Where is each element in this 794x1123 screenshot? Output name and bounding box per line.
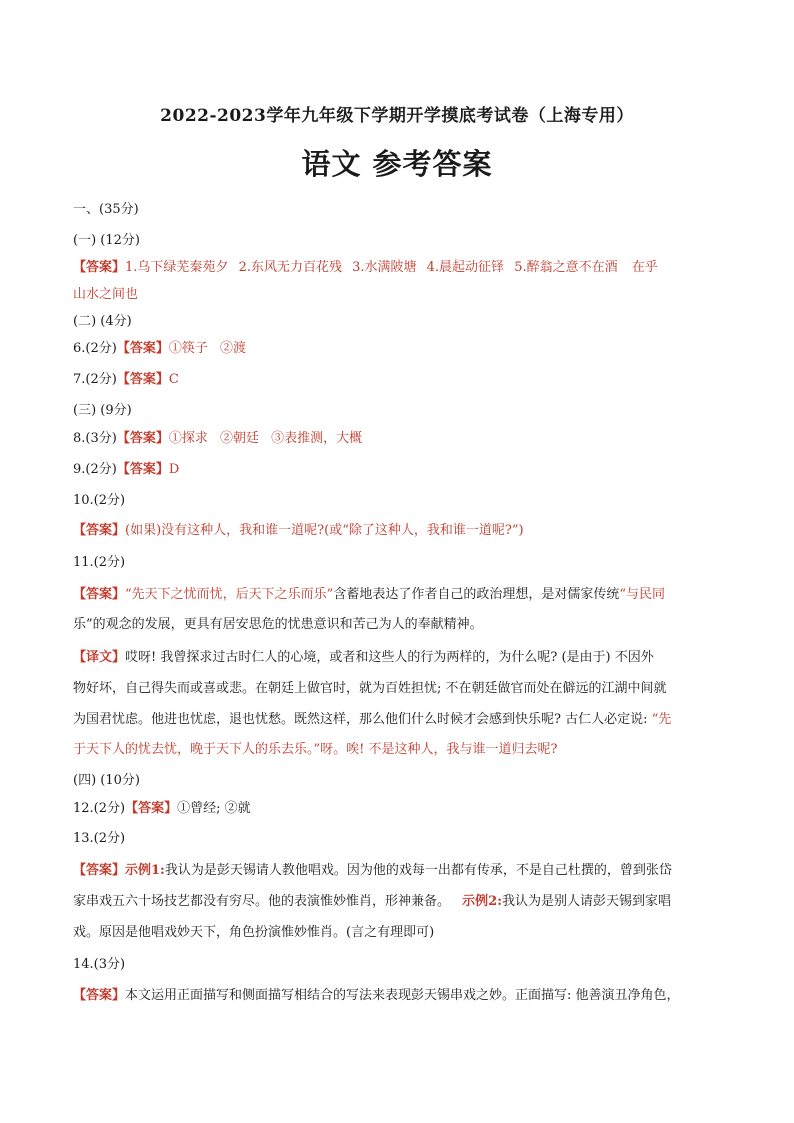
question-number: 10.(2分) [73, 493, 126, 508]
answer-line: 戏。原因是他唱戏妙天下，角色扮演惟妙惟肖。(言之有理即可) [73, 925, 435, 940]
answer-item: 3.水满陂塘 [352, 260, 417, 275]
answer-line: 乐”的观念的发展，更具有居安思危的忧患意识和苦己为人的奉献精神。 [73, 617, 483, 632]
answer-line: 山水之间也 [73, 287, 139, 302]
answer-text: ①筷子 [168, 341, 208, 356]
answer-text: C [168, 372, 179, 387]
question-number: 7.(2分) [73, 372, 117, 387]
answer-text: ①曾经; ②就 [177, 801, 251, 816]
answer-tag: 【答案】 [73, 587, 126, 602]
answer-text: 含蓄地表达了作者自己的政治理想，是对儒家传统 [333, 587, 620, 602]
answer-item: 在乎 [631, 260, 658, 275]
answer-tag: 【答案】 [116, 341, 169, 356]
answer-tag: 【答案】 [73, 523, 126, 538]
answer-item: 4.晨起动征铎 [426, 260, 505, 275]
translation-text: 为国君忧虑。他进也忧虑，退也忧愁。既然这样，那么他们什么时候才会感到快乐呢? 古仁人必定说: [73, 712, 652, 727]
translation-text: “先 [651, 712, 672, 727]
answer-text: “与民同 [619, 587, 665, 602]
subsection-heading: (一) (12分) [73, 233, 140, 248]
answer-text: ③表推测，大概 [271, 431, 363, 446]
answer-text: 家串戏五六十场技艺都没有穷尽。他的表演惟妙惟肖，形神兼备。 [73, 894, 451, 909]
translation-line [73, 711, 733, 729]
page-title: 语文 参考答案 [301, 147, 493, 181]
answer-item: 5.醉翁之意不在酒 [514, 260, 618, 275]
answer-line [73, 800, 733, 818]
answer-line [73, 586, 733, 604]
answer-text: 我认为是别人请彭天锡到家唱 [502, 894, 672, 909]
example-label: 示例2: [462, 894, 503, 909]
answer-line [73, 893, 733, 911]
question-number: 12.(2分) [73, 801, 126, 816]
answer-line [73, 430, 733, 448]
question-number: 6.(2分) [73, 341, 117, 356]
answer-text: ①探求 [168, 431, 208, 446]
answer-line [73, 862, 733, 880]
answer-line [73, 371, 733, 389]
answer-text: ②朝廷 [220, 431, 260, 446]
answer-tag: 【答案】 [116, 431, 169, 446]
exam-title: 2022-2023学年九年级下学期开学摸底考试卷（上海专用） [160, 106, 634, 126]
translation-tag: 【译文】 [73, 650, 126, 665]
example-label: 示例1: [125, 863, 165, 878]
answer-line [73, 987, 733, 1005]
answer-tag: 【答案】 [73, 260, 126, 275]
answer-item: 1.乌下绿芜秦苑夕 [125, 260, 229, 275]
translation-line [73, 649, 733, 667]
translation-line: 物好坏，自己得失而或喜或悲。在朝廷上做官时，就为百姓担忧; 不在朝廷做官而处在僻远的江湖中间就 [73, 681, 667, 696]
subsection-heading: (四) (10分) [73, 773, 140, 788]
answer-text: (如果)没有这种人，我和谁一道呢?(或“除了这种人，我和谁一道呢?”) [125, 523, 524, 538]
translation-text: 呀。唉! 不是这种人，我与谁一道归去呢? [320, 742, 558, 757]
answer-line [73, 259, 733, 277]
answer-tag: 【答案】 [73, 988, 126, 1003]
answer-tag: 【答案】 [116, 462, 169, 477]
answer-text: D [168, 462, 180, 477]
answer-tag: 【答案】 [125, 801, 178, 816]
answer-text: “先天下之忧而忧，后天下之乐而乐” [125, 587, 334, 602]
answer-text: 我认为是彭天锡请人教他唱戏。因为他的戏每一出都有传承，不是自己杜撰的，曾到张岱 [164, 863, 672, 878]
section-heading: 一、(35分) [73, 202, 139, 217]
answer-tag: 【答案】 [73, 863, 126, 878]
question-number: 9.(2分) [73, 462, 117, 477]
answer-line [73, 340, 733, 358]
answer-text: ②渡 [220, 341, 247, 356]
question-number: 11.(2分) [73, 555, 126, 570]
question-number: 8.(3分) [73, 431, 117, 446]
translation-line [73, 741, 733, 759]
subsection-heading: (二) (4分) [73, 314, 132, 329]
answer-tag: 【答案】 [116, 372, 169, 387]
answer-text: 本文运用正面描写和侧面描写相结合的写法来表现彭天锡串戏之妙。正面描写: 他善演丑净角色， [125, 988, 680, 1003]
subsection-heading: (三) (9分) [73, 403, 132, 418]
answer-line [73, 522, 733, 540]
answer-item: 2.东风无力百花残 [238, 260, 342, 275]
translation-text: 于天下人的忧去忧，晚于天下人的乐去乐。” [73, 742, 321, 757]
answer-line [73, 461, 733, 479]
question-number: 13.(2分) [73, 831, 126, 846]
question-number: 14.(3分) [73, 957, 126, 972]
translation-text: 哎呀! 我曾探求过古时仁人的心境，或者和这些人的行为两样的，为什么呢? (是由于) 不因外 [125, 650, 654, 665]
